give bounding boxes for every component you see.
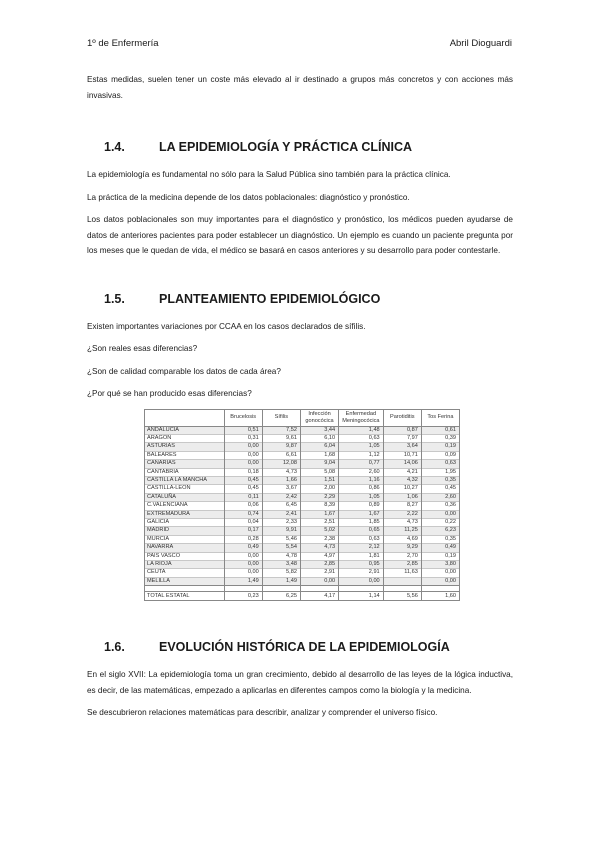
region-cell: ASTURIAS	[145, 443, 225, 451]
table-column-header: Brucelosis	[224, 409, 262, 426]
rate-cell: 0,19	[421, 552, 459, 560]
rate-cell: 1,95	[421, 468, 459, 476]
rate-cell: 0,51	[224, 426, 262, 434]
page-content	[87, 72, 513, 728]
rate-cell: 9,29	[383, 544, 421, 552]
region-cell: MELILLA	[145, 577, 225, 585]
rate-cell: 2,38	[300, 535, 338, 543]
rate-cell: 0,31	[224, 434, 262, 442]
question: ¿Por qué se han producido esas diferencias?	[87, 389, 252, 398]
rate-cell: 11,63	[383, 569, 421, 577]
rate-cell: 0,04	[224, 518, 262, 526]
rate-cell: 0,00	[224, 552, 262, 560]
table-row	[145, 552, 460, 560]
rate-cell: 6,45	[262, 502, 300, 510]
rate-cell: 1,06	[383, 493, 421, 501]
rate-cell: 2,91	[300, 569, 338, 577]
rate-cell: 2,29	[300, 493, 338, 501]
rate-cell: 10,27	[383, 485, 421, 493]
table-row	[145, 535, 460, 543]
rate-cell: 0,00	[339, 577, 384, 585]
paragraph: Se descubrieron relaciones matemáticas para describir, analizar y comprender el universo físico.	[87, 708, 438, 718]
table-column-header: Enfermedad Meningocócica	[339, 409, 384, 426]
rate-cell: 4,73	[262, 468, 300, 476]
section-heading-1-6	[87, 637, 513, 657]
region-cell: LA RIOJA	[145, 561, 225, 569]
rate-cell: 5,82	[262, 569, 300, 577]
rate-cell: 0,95	[339, 561, 384, 569]
rate-cell: 2,85	[300, 561, 338, 569]
section-number: 1.5.	[104, 291, 125, 306]
table-row	[145, 544, 460, 552]
rate-cell: 3,64	[383, 443, 421, 451]
rate-cell: 0,22	[421, 518, 459, 526]
rate-cell: 1,67	[300, 510, 338, 518]
rate-cell: 8,39	[300, 502, 338, 510]
rate-cell: 4,32	[383, 476, 421, 484]
rate-cell: 4,73	[383, 518, 421, 526]
total-value-cell: 6,25	[262, 592, 300, 601]
total-value-cell: 0,23	[224, 592, 262, 601]
table-total-row	[145, 592, 460, 601]
total-label-cell: TOTAL ESTATAL	[145, 592, 225, 601]
rate-cell: 0,36	[421, 502, 459, 510]
rate-cell: 1,05	[339, 443, 384, 451]
region-cell: PAIS VASCO	[145, 552, 225, 560]
rate-cell: 1,49	[262, 577, 300, 585]
table-row	[145, 426, 460, 434]
table-row	[145, 434, 460, 442]
rate-cell: 5,08	[300, 468, 338, 476]
table-row	[145, 561, 460, 569]
rate-cell: 0,74	[224, 510, 262, 518]
rate-cell: 0,00	[300, 577, 338, 585]
rate-cell: 8,27	[383, 502, 421, 510]
region-cell: CEUTA	[145, 569, 225, 577]
rate-cell: 4,21	[383, 468, 421, 476]
table-column-header: Infección gonocócica	[300, 409, 338, 426]
rate-cell: 0,65	[339, 527, 384, 535]
rate-cell: 0,45	[224, 476, 262, 484]
rate-cell: 3,80	[421, 561, 459, 569]
rate-cell: 0,00	[421, 577, 459, 585]
table-row	[145, 577, 460, 585]
rate-cell: 9,91	[262, 527, 300, 535]
question: ¿Son reales esas diferencias?	[87, 344, 198, 353]
intro-paragraph: Estas medidas, suelen tener un coste más elevado al ir destinado a grupos más concretos y con acciones más invasivas.	[87, 75, 513, 100]
rate-cell: 1,68	[300, 451, 338, 459]
rate-cell: 1,16	[339, 476, 384, 484]
region-cell: EXTREMADURA	[145, 510, 225, 518]
rate-cell: 1,05	[339, 493, 384, 501]
page-header	[87, 38, 512, 52]
rate-cell: 2,33	[262, 518, 300, 526]
rate-cell: 3,48	[262, 561, 300, 569]
rate-cell: 2,22	[383, 510, 421, 518]
rate-cell: 0,00	[421, 510, 459, 518]
table-body	[145, 426, 460, 601]
rate-cell: 2,85	[383, 561, 421, 569]
rate-cell: 0,09	[421, 451, 459, 459]
rate-cell: 0,17	[224, 527, 262, 535]
rate-cell: 0,87	[383, 426, 421, 434]
table-row	[145, 476, 460, 484]
rate-cell: 0,63	[339, 434, 384, 442]
rate-cell: 11,25	[383, 527, 421, 535]
table-column-header: Parotiditis	[383, 409, 421, 426]
rate-cell: 1,85	[339, 518, 384, 526]
rate-cell: 0,00	[224, 451, 262, 459]
table-row	[145, 451, 460, 459]
rate-cell: 1,66	[262, 476, 300, 484]
table-column-header	[145, 409, 225, 426]
rate-cell: 1,49	[224, 577, 262, 585]
rate-cell: 0,63	[339, 535, 384, 543]
rate-cell: 0,45	[224, 485, 262, 493]
region-cell: NAVARRA	[145, 544, 225, 552]
rate-cell: 0,00	[421, 569, 459, 577]
table-row	[145, 468, 460, 476]
section-title: PLANTEAMIENTO EPIDEMIOLÓGICO	[159, 291, 381, 306]
rate-cell: 0,00	[224, 569, 262, 577]
rate-cell: 2,70	[383, 552, 421, 560]
section-heading-1-4	[87, 137, 513, 157]
rate-cell: 7,52	[262, 426, 300, 434]
syphilis-table-image	[144, 409, 460, 602]
rate-cell: 0,35	[421, 476, 459, 484]
total-value-cell: 5,56	[383, 592, 421, 601]
rate-cell: 6,23	[421, 527, 459, 535]
rate-cell: 1,81	[339, 552, 384, 560]
rate-cell: 7,97	[383, 434, 421, 442]
table-row	[145, 502, 460, 510]
table-row	[145, 569, 460, 577]
region-cell: MURCIA	[145, 535, 225, 543]
rate-cell: 1,12	[339, 451, 384, 459]
table-row	[145, 518, 460, 526]
rate-cell: 2,91	[339, 569, 384, 577]
paragraph: En el siglo XVII: La epidemiología toma un gran crecimiento, debido al desarrollo de las leyes de la lógica inductiva, es decir, de las matemáticas, empezado a aplicarlas en diferentes campos como la biología y la medicina.	[87, 670, 513, 695]
rate-cell: 14,06	[383, 460, 421, 468]
paragraph: La práctica de la medicina depende de los datos poblacionales: diagnóstico y pronóstico.	[87, 192, 410, 202]
rate-cell: 2,42	[262, 493, 300, 501]
rate-cell: 1,51	[300, 476, 338, 484]
rate-cell: 0,00	[224, 561, 262, 569]
total-value-cell: 1,14	[339, 592, 384, 601]
table-column-header: Sífilis	[262, 409, 300, 426]
region-cell: CATALUÑA	[145, 493, 225, 501]
rate-cell: 2,51	[300, 518, 338, 526]
rate-cell: 0,77	[339, 460, 384, 468]
region-cell: CANTABRIA	[145, 468, 225, 476]
region-cell: CASTILLA-LEON	[145, 485, 225, 493]
rate-cell: 2,41	[262, 510, 300, 518]
rate-cell: 0,89	[339, 502, 384, 510]
region-cell: CANARIAS	[145, 460, 225, 468]
rate-cell: 5,54	[262, 544, 300, 552]
rate-cell: 2,60	[339, 468, 384, 476]
rate-cell: 4,97	[300, 552, 338, 560]
rate-cell: 9,61	[262, 434, 300, 442]
rate-cell: 4,69	[383, 535, 421, 543]
table-row	[145, 460, 460, 468]
section-heading-1-5	[87, 289, 513, 309]
section-number: 1.6.	[104, 640, 125, 655]
rate-cell: 6,04	[300, 443, 338, 451]
rate-cell: 6,10	[300, 434, 338, 442]
rate-cell: 0,11	[224, 493, 262, 501]
question: ¿Son de calidad comparable los datos de cada área?	[87, 366, 281, 376]
rate-cell: 3,44	[300, 426, 338, 434]
paragraph: La epidemiología es fundamental no sólo para la Salud Pública sino también para la práctica clínica.	[87, 170, 451, 179]
section-title: LA EPIDEMIOLOGÍA Y PRÁCTICA CLÍNICA	[159, 140, 413, 154]
rate-cell: 0,49	[421, 544, 459, 552]
rate-cell: 0,45	[421, 485, 459, 493]
table-row	[145, 493, 460, 501]
table-row	[145, 485, 460, 493]
region-cell: ANDALUCIA	[145, 426, 225, 434]
rate-cell: 0,49	[224, 544, 262, 552]
ccaa-disease-table	[144, 409, 460, 602]
rate-cell: 5,46	[262, 535, 300, 543]
table-header-row	[145, 409, 460, 426]
header-author: Abril Dioguardi	[449, 38, 512, 49]
rate-cell: 4,73	[300, 544, 338, 552]
table-column-header: Tos Ferina	[421, 409, 459, 426]
rate-cell: 5,02	[300, 527, 338, 535]
region-cell: BALEARES	[145, 451, 225, 459]
table-row	[145, 510, 460, 518]
rate-cell: 0,18	[224, 468, 262, 476]
rate-cell: 0,00	[224, 460, 262, 468]
paragraph: Los datos poblacionales son muy importantes para el diagnóstico y pronóstico, los médicos pueden ayudarse de datos de anteriores pacientes para poder establecer un diagnóstico. Un ejemplo es cuando un paciente pregunta por los meses que le quedan de vida, el médico se basará en casos anteriores y su desarrollo para poder contestarle.	[87, 215, 513, 255]
rate-cell: 0,00	[224, 443, 262, 451]
rate-cell: 2,12	[339, 544, 384, 552]
region-cell: C.VALENCIANA	[145, 502, 225, 510]
rate-cell: 10,71	[383, 451, 421, 459]
rate-cell: 6,61	[262, 451, 300, 459]
table-row	[145, 527, 460, 535]
section-number: 1.4.	[104, 140, 125, 154]
rate-cell: 0,61	[421, 426, 459, 434]
rate-cell: 0,28	[224, 535, 262, 543]
table-row	[145, 443, 460, 451]
total-value-cell: 1,60	[421, 592, 459, 601]
rate-cell: 0,06	[224, 502, 262, 510]
rate-cell: 0,39	[421, 434, 459, 442]
total-value-cell: 4,17	[300, 592, 338, 601]
header-course: 1º de Enfermería	[87, 38, 159, 49]
rate-cell: 4,78	[262, 552, 300, 560]
region-cell: GALICIA	[145, 518, 225, 526]
rate-cell: 12,08	[262, 460, 300, 468]
region-cell: ARAGON	[145, 434, 225, 442]
rate-cell: 2,00	[300, 485, 338, 493]
section-title: EVOLUCIÓN HISTÓRICA DE LA EPIDEMIOLOGÍA	[159, 640, 450, 655]
rate-cell: 0,35	[421, 535, 459, 543]
rate-cell: 2,60	[421, 493, 459, 501]
rate-cell: 0,63	[421, 460, 459, 468]
rate-cell: 0,86	[339, 485, 384, 493]
rate-cell: 3,67	[262, 485, 300, 493]
region-cell: CASTILLA LA MANCHA	[145, 476, 225, 484]
rate-cell: 1,48	[339, 426, 384, 434]
region-cell: MADRID	[145, 527, 225, 535]
rate-cell: 9,04	[300, 460, 338, 468]
rate-cell: 9,87	[262, 443, 300, 451]
rate-cell: 1,67	[339, 510, 384, 518]
rate-cell: 0,19	[421, 443, 459, 451]
rate-cell	[383, 577, 421, 585]
paragraph: Existen importantes variaciones por CCAA en los casos declarados de sífilis.	[87, 321, 366, 331]
